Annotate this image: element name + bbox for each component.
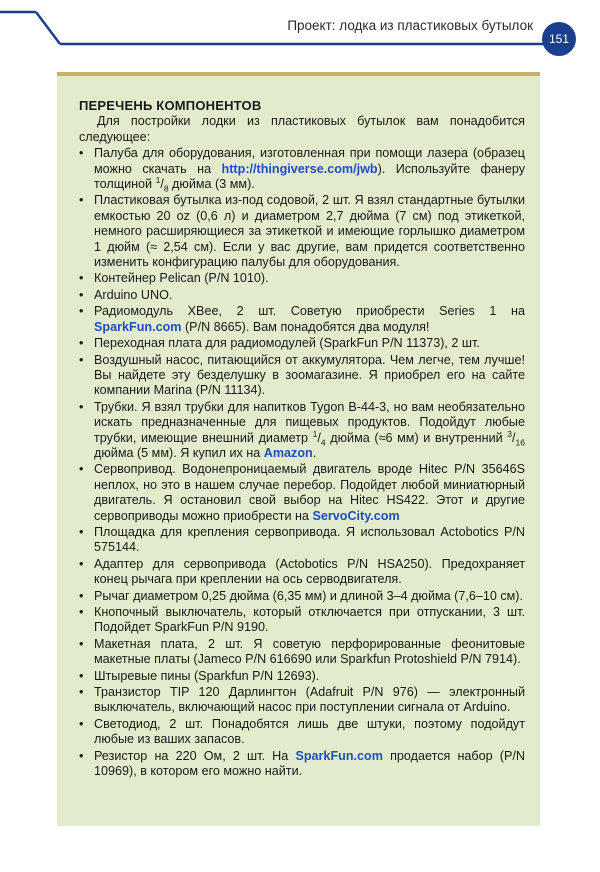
servocity-link[interactable]: ServoCity.com — [312, 508, 400, 523]
amazon-link[interactable]: Amazon — [263, 445, 313, 460]
list-item: • Сервопривод. Водонепроницаемый двигатель вроде Hitec P/N 35646S неплох, но это в нашем случае перебор. Подойдет любой миниатюрный двигатель. Я остановил свой выбор на Hitec HS422. Этот и другие сервоприводы можно приобрести на ServoCity.com — [79, 462, 525, 524]
list-item: • Воздушный насос, питающийся от аккумулятора. Чем легче, тем лучше! Вы найдете эту безделушку в зоомагазине. Я приобрел его на сайте компании Marina (P/N 11134). — [79, 353, 525, 399]
list-item: • Пластиковая бутылка из-под содовой, 2 шт. Я взял стандартные бутылки емкостью 20 oz (0,6 л) и диаметром 2,7 дюйма (7 см) под этикеткой, немного расширяющиеся за этикеткой и имеющие горлышко диаметром 1 дюйм (≈ 2,54 см). Если у вас другие, вам придется соответственно изменить конфигурацию палубы для оборудования. — [79, 193, 525, 270]
list-item: • Кнопочный выключатель, который отключается при отпускании, 3 шт. Подойдет SparkFun P/N 9190. — [79, 605, 525, 636]
list-item: • Контейнер Pelican (P/N 1010). — [79, 271, 525, 286]
section-heading: ПЕРЕЧЕНЬ КОМПОНЕНТОВ — [79, 98, 262, 113]
list-item: • Переходная плата для радиомодулей (SparkFun P/N 11373), 2 шт. — [79, 336, 525, 351]
list-item: • Макетная плата, 2 шт. Я советую перфорированные феонитовые макетные платы (Jameco P/N 616690 или Sparkfun Protoshield P/N 7914). — [79, 637, 525, 668]
list-item: • Адаптер для сервопривода (Actobotics P/N HSA250). Предохраняет конец рычага при креплении на ось серводвигателя. — [79, 557, 525, 588]
components-section — [79, 98, 525, 779]
sparkfun-link[interactable]: SparkFun.com — [94, 319, 182, 334]
list-item: • Палуба для оборудования, изготовленная при помощи лазера (образец можно скачать на http://thingiverse.com/jwb). Используйте фанеру толщиной $^1/_8$ дюйма (3 мм). — [79, 146, 525, 192]
section-intro: Для постройки лодки из пластиковых бутылок вам понадобится следующее: — [79, 114, 525, 144]
sparkfun-link[interactable]: SparkFun.com — [295, 748, 383, 763]
list-item: • Площадка для крепления сервопривода. Я использовал Actobotics P/N 575144. — [79, 525, 525, 556]
list-item: • Рычаг диаметром 0,25 дюйма (6,35 мм) и длиной 3–4 дюйма (7,6–10 см). — [79, 589, 525, 604]
list-item: • Трубки. Я взял трубки для напитков Tygon B-44-3, но вам необязательно искать предназначенные для пищевых продуктов. Подойдут любые трубки, имеющие внешний диаметр $^1/_4$ дюйма (≈6 мм) и внутренний $^3/_{16}$ дюйма (5 мм). Я купил их на Amazon. — [79, 400, 525, 462]
thingiverse-link[interactable]: http://thingiverse.com/jwb — [221, 161, 378, 176]
list-item: • Резистор на 220 Ом, 2 шт. На SparkFun.com продается набор (P/N 10969), в котором его можно найти. — [79, 749, 525, 780]
list-item: • Arduino UNO. — [79, 288, 525, 303]
list-item: • Радиомодуль XBee, 2 шт. Советую приобрести Series 1 на SparkFun.com (P/N 8665). Вам понадобятся два модуля! — [79, 304, 525, 335]
page-number-badge: 151 — [542, 22, 576, 56]
header-decoration — [0, 0, 600, 72]
components-list — [79, 146, 525, 779]
list-item: • Штыревые пины (Sparkfun P/N 12693). — [79, 669, 525, 684]
list-item: • Светодиод, 2 шт. Понадобятся лишь две штуки, поэтому подойдут любые из ваших запасов. — [79, 717, 525, 748]
page-header-title: Проект: лодка из пластиковых бутылок — [287, 18, 533, 33]
list-item: • Транзистор TIP 120 Дарлингтон (Adafruit P/N 976) — электронный выключатель, включающий насос при поступлении сигнала от Arduino. — [79, 685, 525, 716]
